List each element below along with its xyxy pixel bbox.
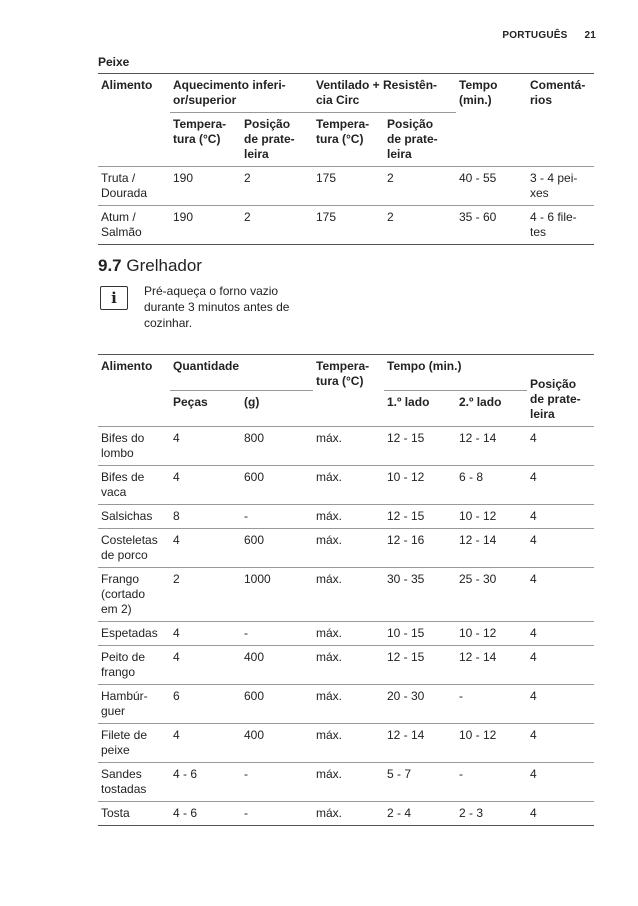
table-cell: 4 - 6 [173, 767, 198, 781]
table-cell: 600 [244, 470, 265, 484]
table-cell: 12 - 15 [387, 650, 425, 664]
grill-header-food: Alimento [101, 359, 153, 373]
table-row [98, 646, 594, 685]
table-cell: 12 - 14 [387, 728, 425, 742]
table-cell: 2 [244, 210, 251, 224]
table-cell: Bifes de vaca [101, 470, 145, 499]
table-row [98, 685, 594, 724]
table-cell: 30 - 35 [387, 572, 425, 586]
table-cell: Espetadas [101, 626, 158, 640]
fish-header-shelf: Posição de prate- leira [241, 113, 313, 167]
table-cell: 4 [173, 650, 180, 664]
table-cell: - [244, 806, 248, 820]
table-cell: máx. [316, 689, 343, 703]
table-cell: 400 [244, 728, 265, 742]
table-row [98, 206, 594, 245]
table-row [98, 724, 594, 763]
table-cell: 5 - 7 [387, 767, 412, 781]
table-cell: máx. [316, 650, 343, 664]
table-row [98, 466, 594, 505]
table-cell: Tosta [101, 806, 130, 820]
table-cell: 400 [244, 650, 265, 664]
table-cell: 4 [530, 509, 537, 523]
table-row [98, 622, 594, 646]
table-cell: - [459, 689, 463, 703]
fish-header-food: Alimento [101, 78, 153, 92]
table-cell: 600 [244, 533, 265, 547]
section-number: 9.7 [98, 256, 122, 275]
table-cell: 4 [530, 806, 537, 820]
table-cell: 4 [530, 767, 537, 781]
table-cell: 10 - 12 [459, 509, 497, 523]
table-cell: máx. [316, 470, 343, 484]
page-number: 21 [584, 30, 596, 41]
fish-header-time: Tempo (min.) [459, 78, 498, 107]
table-cell: Salsichas [101, 509, 153, 523]
grill-header-time: Tempo (min.) [387, 359, 462, 373]
table-cell: 2 - 4 [387, 806, 412, 820]
table-cell: 25 - 30 [459, 572, 497, 586]
table-cell: 12 - 14 [459, 431, 497, 445]
section-heading [98, 256, 202, 276]
table-cell: - [244, 626, 248, 640]
table-cell: Truta / Dourada [101, 171, 148, 200]
fish-header-shelf: Posição de prate- leira [384, 113, 456, 167]
table-cell: 12 - 14 [459, 650, 497, 664]
fish-header-temp: Tempera- tura (°C) [313, 113, 384, 167]
grill-table [98, 354, 594, 826]
table-cell: 12 - 16 [387, 533, 425, 547]
table-cell: máx. [316, 533, 343, 547]
table-cell: Sandes tostadas [101, 767, 147, 796]
table-cell: 4 [173, 470, 180, 484]
table-cell: 4 - 6 file- tes [530, 210, 577, 239]
table-row [98, 529, 594, 568]
fish-section-label: Peixe [98, 55, 130, 69]
fish-header-fan: Ventilado + Resistên- cia Circ [316, 78, 438, 107]
table-cell: 12 - 15 [387, 431, 425, 445]
fish-header-temp: Tempera- tura (°C) [170, 113, 241, 167]
grill-header-shelf: Posição de prate- leira [530, 377, 581, 421]
table-cell: máx. [316, 806, 343, 820]
table-cell: Filete de peixe [101, 728, 148, 757]
table-cell: - [459, 767, 463, 781]
table-cell: 175 [316, 171, 337, 185]
section-title: Grelhador [126, 256, 202, 275]
table-cell: 800 [244, 431, 265, 445]
note-text: Pré-aqueça o forno vazio durante 3 minutos antes de cozinhar. [144, 284, 290, 330]
table-cell: 10 - 12 [387, 470, 425, 484]
table-cell: 40 - 55 [459, 171, 497, 185]
table-cell: 2 [244, 171, 251, 185]
table-cell: Atum / Salmão [101, 210, 142, 239]
table-cell: - [244, 509, 248, 523]
grill-header-grams: (g) [241, 391, 313, 427]
table-cell: 4 [530, 533, 537, 547]
table-cell: máx. [316, 728, 343, 742]
info-icon: i [100, 286, 128, 310]
table-cell: máx. [316, 767, 343, 781]
table-cell: 3 - 4 pei- xes [530, 171, 578, 200]
table-cell: 4 [530, 470, 537, 484]
grill-header-quantity: Quantidade [173, 359, 240, 373]
grill-header-pieces: Peças [170, 391, 241, 427]
table-cell: 4 [173, 728, 180, 742]
table-cell: 8 [173, 509, 180, 523]
grill-header-temp: Tempera- tura (°C) [316, 359, 370, 388]
table-cell: máx. [316, 431, 343, 445]
fish-header-comments: Comentá- rios [530, 78, 586, 107]
fish-table [98, 73, 594, 245]
table-cell: 4 [530, 431, 537, 445]
table-cell: 12 - 15 [387, 509, 425, 523]
grill-table-body [98, 427, 594, 826]
table-cell: 190 [173, 171, 194, 185]
table-cell: Costeletas de porco [101, 533, 158, 562]
language-label: PORTUGUÊS [502, 30, 568, 41]
grill-header-side2: 2.º lado [456, 391, 527, 427]
table-cell: 6 [173, 689, 180, 703]
table-cell: 2 [173, 572, 180, 586]
table-row [98, 763, 594, 802]
table-cell: 4 [173, 626, 180, 640]
table-cell: 175 [316, 210, 337, 224]
table-row [98, 802, 594, 826]
table-cell: 190 [173, 210, 194, 224]
table-cell: 4 [530, 626, 537, 640]
table-cell: Bifes do lombo [101, 431, 145, 460]
table-cell: 4 [173, 533, 180, 547]
table-cell: máx. [316, 626, 343, 640]
table-cell: 12 - 14 [459, 533, 497, 547]
table-cell: 10 - 12 [459, 626, 497, 640]
table-cell: máx. [316, 572, 343, 586]
grill-header-side1: 1.º lado [384, 391, 456, 427]
table-cell: 4 - 6 [173, 806, 198, 820]
table-row [98, 505, 594, 529]
table-row [98, 427, 594, 466]
table-cell: Peito de frango [101, 650, 146, 679]
table-cell: 6 - 8 [459, 470, 484, 484]
table-row [98, 167, 594, 206]
table-cell: 4 [530, 689, 537, 703]
table-cell: 4 [530, 650, 537, 664]
fish-table-body [98, 167, 594, 245]
table-cell: máx. [316, 509, 343, 523]
table-row [98, 568, 594, 622]
page-header [502, 30, 596, 41]
fish-header-conventional: Aquecimento inferi- or/superior [173, 78, 286, 107]
table-cell: 600 [244, 689, 265, 703]
table-cell: - [244, 767, 248, 781]
table-cell: Hambúr- guer [101, 689, 148, 718]
table-cell: 10 - 12 [459, 728, 497, 742]
table-cell: 4 [530, 728, 537, 742]
table-cell: 20 - 30 [387, 689, 425, 703]
table-cell: 10 - 15 [387, 626, 425, 640]
table-cell: 4 [173, 431, 180, 445]
table-cell: 2 - 3 [459, 806, 484, 820]
table-cell: 35 - 60 [459, 210, 497, 224]
table-cell: 2 [387, 171, 394, 185]
table-cell: Frango (cortado em 2) [101, 572, 146, 616]
table-cell: 2 [387, 210, 394, 224]
table-cell: 1000 [244, 572, 271, 586]
table-cell: 4 [530, 572, 537, 586]
